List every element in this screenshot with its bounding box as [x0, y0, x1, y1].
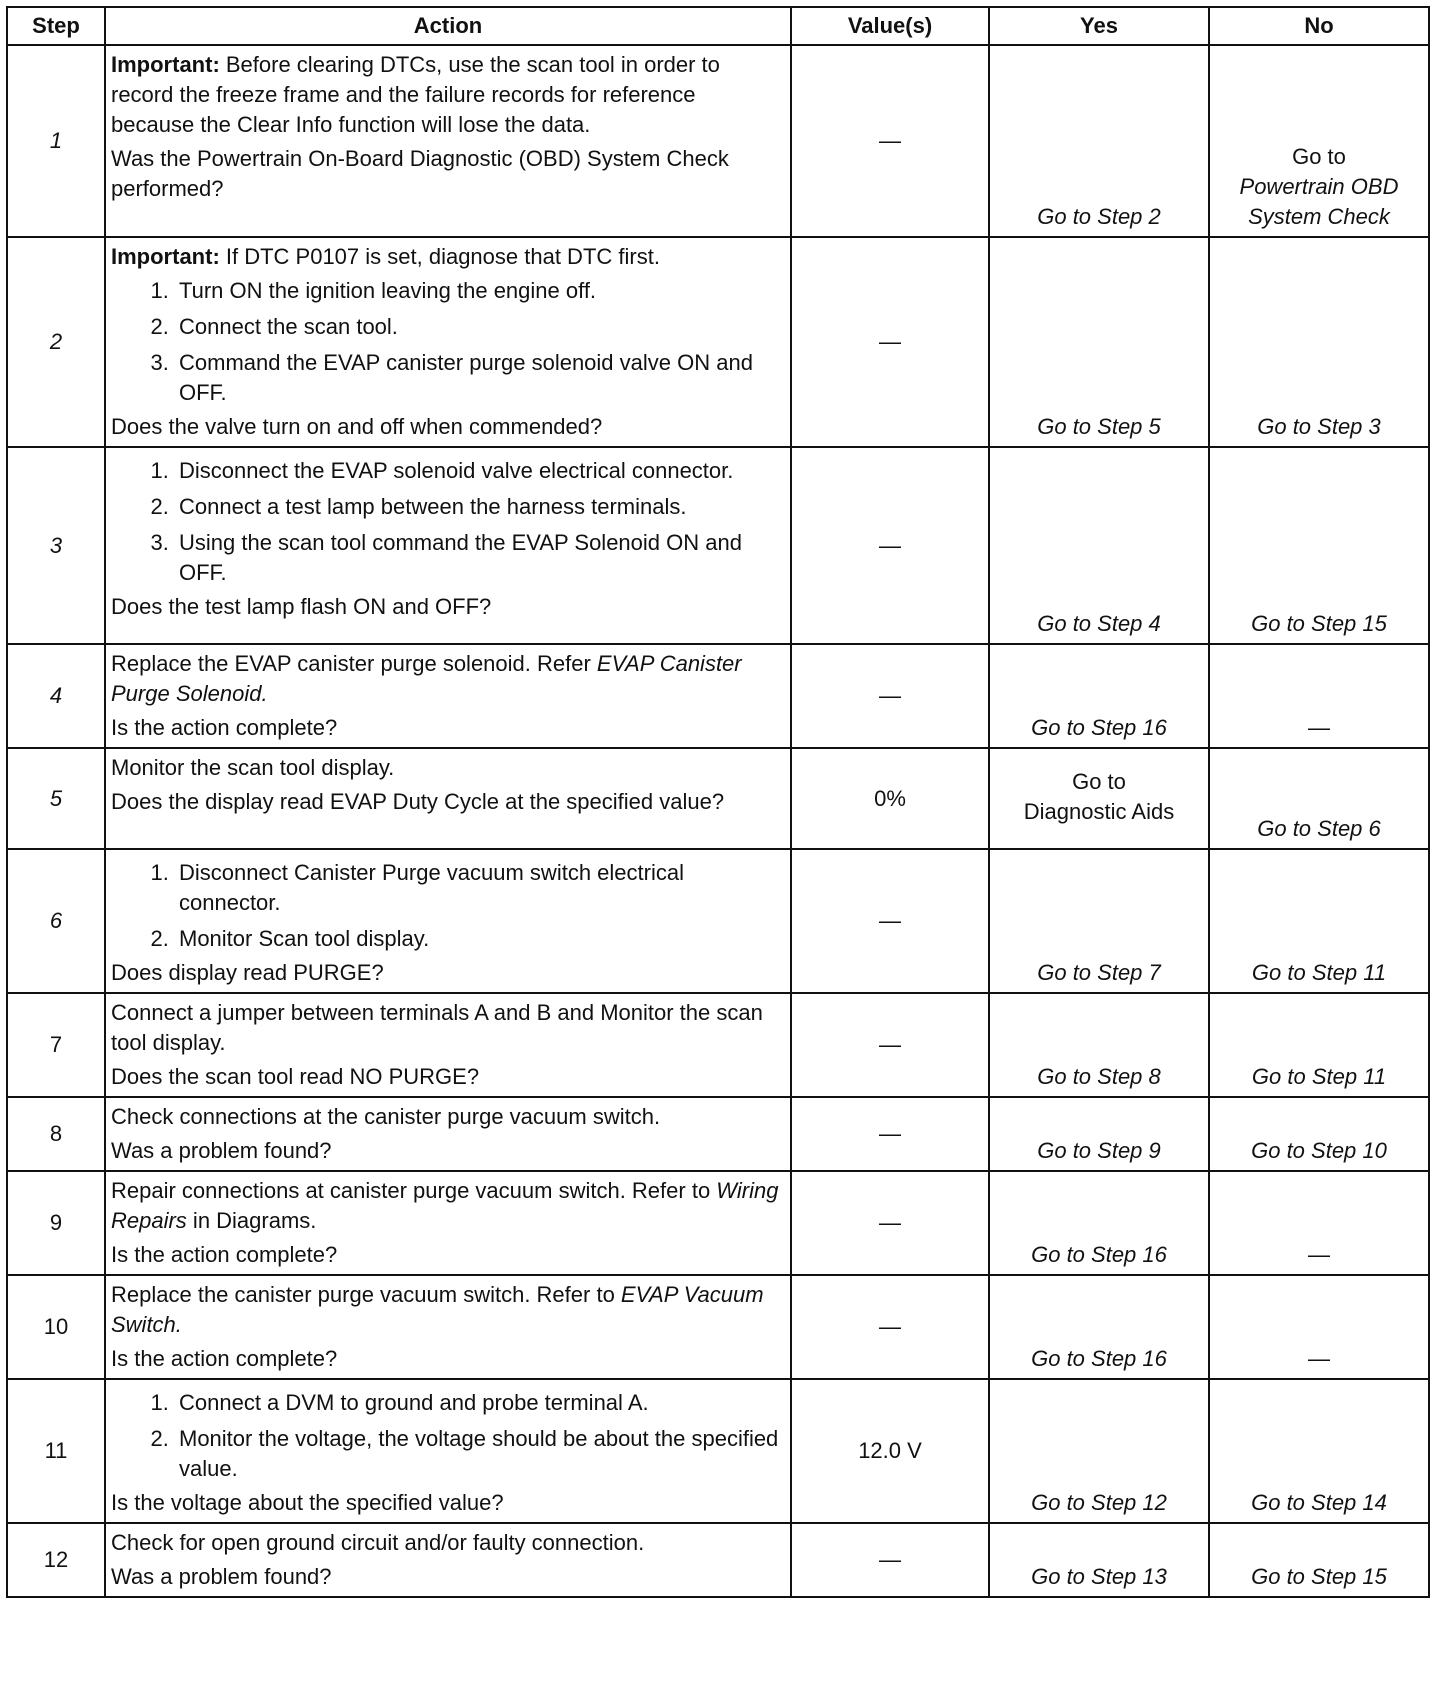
procedure-step: 1. Disconnect the EVAP solenoid valve electrical connector.: [175, 456, 784, 486]
table-row: [7, 849, 1429, 993]
table-row: [7, 644, 1429, 748]
yes-cell: [989, 1379, 1209, 1523]
table-row: [7, 1171, 1429, 1275]
yes-link[interactable]: Go to Step 16: [1031, 715, 1167, 740]
action-cell: [105, 237, 791, 447]
action-text: [111, 1528, 784, 1558]
step-number: 7: [7, 993, 105, 1097]
diagnostic-table: [6, 6, 1430, 1598]
yes-prefix: Go to: [1072, 768, 1126, 794]
action-cell: [105, 1523, 791, 1597]
header-action: Action: [105, 7, 791, 45]
action-text: [111, 1280, 784, 1340]
procedure-list: [111, 1388, 784, 1484]
reference-link[interactable]: EVAP Vacuum Switch.: [111, 1282, 764, 1337]
yes-link[interactable]: Go to Step 9: [1037, 1138, 1161, 1163]
no-cell: [1209, 447, 1429, 644]
action-text-main: Check connections at the canister purge vacuum switch.: [111, 1104, 661, 1129]
value-cell: —: [791, 447, 989, 644]
no-link[interactable]: Go to Step 11: [1251, 960, 1387, 985]
table-row: [7, 1097, 1429, 1171]
action-cell: [105, 849, 791, 993]
table-row: [7, 447, 1429, 644]
question-text: Is the action complete?: [111, 715, 338, 740]
reference-link[interactable]: Wiring Repairs: [111, 1178, 779, 1233]
action-text-main: Monitor the scan tool display.: [111, 755, 395, 780]
no-cell: [1209, 1379, 1429, 1523]
important-label: Important:: [111, 244, 220, 269]
important-note: [111, 242, 784, 272]
yes-link[interactable]: Diagnostic Aids: [1023, 798, 1175, 824]
procedure-step: 1. Turn ON the ignition leaving the engine off.: [175, 276, 784, 306]
value-cell: —: [791, 1171, 989, 1275]
table-row: [7, 237, 1429, 447]
action-text-main: Connect a jumper between terminals A and B and Monitor the scan tool display.: [111, 1000, 763, 1055]
no-link[interactable]: Go to Step 15: [1251, 1564, 1387, 1589]
procedure-list: [111, 456, 784, 588]
no-link[interactable]: Go to Step 10: [1251, 1138, 1387, 1163]
no-cell: [1209, 1275, 1429, 1379]
action-text-main: Repair connections at canister purge vacuum switch. Refer to: [111, 1178, 717, 1203]
no-cell: [1209, 1523, 1429, 1597]
procedure-step: 2. Monitor Scan tool display.: [175, 924, 784, 954]
yes-cell: [989, 993, 1209, 1097]
action-text: [111, 1102, 784, 1132]
value-cell: 12.0 V: [791, 1379, 989, 1523]
action-cell: [105, 1379, 791, 1523]
important-label: Important:: [111, 52, 220, 77]
action-cell: [105, 1275, 791, 1379]
action-text-main: Check for open ground circuit and/or faulty connection.: [111, 1530, 645, 1555]
reference-link[interactable]: EVAP Canister Purge Solenoid.: [111, 651, 742, 706]
no-cell: [1209, 748, 1429, 849]
procedure-step: 2. Connect the scan tool.: [175, 312, 784, 342]
no-link: —: [1308, 1242, 1330, 1267]
action-text: [111, 998, 784, 1058]
procedure-step: 3. Using the scan tool command the EVAP Solenoid ON and OFF.: [175, 528, 784, 588]
no-cell: [1209, 237, 1429, 447]
procedure-step: 1. Disconnect Canister Purge vacuum switch electrical connector.: [175, 858, 784, 918]
question-text: Is the action complete?: [111, 1242, 338, 1267]
action-cell: [105, 644, 791, 748]
table-row: [7, 993, 1429, 1097]
header-no: No: [1209, 7, 1429, 45]
yes-cell: [989, 748, 1209, 849]
yes-cell: [989, 1097, 1209, 1171]
yes-link[interactable]: Go to Step 8: [1037, 1064, 1161, 1089]
table-row: [7, 1275, 1429, 1379]
yes-link[interactable]: Go to Step 12: [1031, 1490, 1167, 1515]
value-cell: 0%: [791, 748, 989, 849]
question-text: Was a problem found?: [111, 1564, 332, 1589]
step-number: 10: [7, 1275, 105, 1379]
question-text: Does the scan tool read NO PURGE?: [111, 1064, 480, 1089]
yes-cell: [989, 237, 1209, 447]
procedure-list: [111, 858, 784, 954]
yes-link[interactable]: Go to Step 5: [1037, 414, 1161, 439]
yes-cell: [989, 1171, 1209, 1275]
yes-cell: [989, 447, 1209, 644]
action-cell: [105, 1097, 791, 1171]
action-cell: [105, 45, 791, 237]
step-number: 9: [7, 1171, 105, 1275]
no-link[interactable]: Powertrain OBD System Check: [1239, 174, 1399, 229]
diagnostic-table-container: [6, 6, 1428, 1598]
value-cell: —: [791, 237, 989, 447]
no-link[interactable]: Go to Step 15: [1251, 611, 1387, 636]
question-text: Does the valve turn on and off when commended?: [111, 414, 603, 439]
value-cell: —: [791, 1097, 989, 1171]
yes-cell: [989, 1275, 1209, 1379]
step-number: 3: [7, 447, 105, 644]
no-link[interactable]: Go to Step 14: [1251, 1490, 1387, 1515]
yes-cell: [989, 849, 1209, 993]
no-cell: [1209, 993, 1429, 1097]
question-text: Was a problem found?: [111, 1138, 332, 1163]
value-cell: —: [791, 849, 989, 993]
table-body: [7, 45, 1429, 1597]
no-cell: [1209, 45, 1429, 237]
procedure-step: 2. Connect a test lamp between the harness terminals.: [175, 492, 784, 522]
no-link[interactable]: Go to Step 11: [1251, 1064, 1387, 1089]
yes-cell: [989, 1523, 1209, 1597]
no-cell: [1209, 1097, 1429, 1171]
yes-link[interactable]: Go to Step 16: [1031, 1346, 1167, 1371]
procedure-step: 1. Connect a DVM to ground and probe terminal A.: [175, 1388, 784, 1418]
question-text: Is the voltage about the specified value?: [111, 1490, 504, 1515]
action-cell: [105, 993, 791, 1097]
value-cell: —: [791, 644, 989, 748]
header-yes: Yes: [989, 7, 1209, 45]
yes-link[interactable]: Go to Step 7: [1037, 960, 1161, 985]
question-text: Does display read PURGE?: [111, 960, 384, 985]
yes-link[interactable]: Go to Step 2: [1037, 204, 1161, 229]
no-link: —: [1308, 1346, 1330, 1371]
no-link: —: [1308, 715, 1330, 740]
question-text: Was the Powertrain On-Board Diagnostic (OBD) System Check performed?: [111, 146, 729, 201]
table-row: [7, 1523, 1429, 1597]
step-number: 2: [7, 237, 105, 447]
header-step: Step: [7, 7, 105, 45]
yes-link[interactable]: Go to Step 13: [1031, 1564, 1167, 1589]
header-values: Value(s): [791, 7, 989, 45]
action-text-main: Replace the EVAP canister purge solenoid. Refer: [111, 651, 597, 676]
procedure-list: [111, 276, 784, 408]
question-text: Does the display read EVAP Duty Cycle at the specified value?: [111, 789, 725, 814]
header-row: [7, 7, 1429, 45]
step-number: 1: [7, 45, 105, 237]
important-text: Before clearing DTCs, use the scan tool in order to record the freeze frame and the failure records for reference because the Clear Info function will lose the data.: [111, 52, 720, 137]
table-row: [7, 1379, 1429, 1523]
action-text: [111, 1176, 784, 1236]
value-cell: —: [791, 993, 989, 1097]
table-row: [7, 45, 1429, 237]
no-cell: [1209, 1171, 1429, 1275]
step-number: 12: [7, 1523, 105, 1597]
procedure-step: 3. Command the EVAP canister purge solenoid valve ON and OFF.: [175, 348, 784, 408]
action-text-main: Replace the canister purge vacuum switch. Refer to: [111, 1282, 621, 1307]
no-prefix: Go to: [1292, 144, 1346, 169]
yes-link[interactable]: Go to Step 4: [1037, 611, 1161, 636]
action-text: [111, 753, 784, 783]
no-link[interactable]: Go to Step 3: [1257, 414, 1381, 439]
no-cell: [1209, 849, 1429, 993]
step-number: 11: [7, 1379, 105, 1523]
value-cell: —: [791, 45, 989, 237]
important-note: [111, 50, 784, 140]
action-text: [111, 649, 784, 709]
action-text-after: in Diagrams.: [186, 1208, 317, 1233]
question-text: Does the test lamp flash ON and OFF?: [111, 594, 492, 619]
action-cell: [105, 447, 791, 644]
yes-cell: [989, 45, 1209, 237]
yes-cell: [989, 644, 1209, 748]
question-text: Is the action complete?: [111, 1346, 338, 1371]
important-text: If DTC P0107 is set, diagnose that DTC first.: [219, 244, 660, 269]
value-cell: —: [791, 1275, 989, 1379]
no-link[interactable]: Go to Step 6: [1257, 816, 1381, 841]
step-number: 4: [7, 644, 105, 748]
table-row: [7, 748, 1429, 849]
step-number: 6: [7, 849, 105, 993]
no-cell: [1209, 644, 1429, 748]
yes-link[interactable]: Go to Step 16: [1031, 1242, 1167, 1267]
action-cell: [105, 1171, 791, 1275]
step-number: 8: [7, 1097, 105, 1171]
procedure-step: 2. Monitor the voltage, the voltage should be about the specified value.: [175, 1424, 784, 1484]
value-cell: —: [791, 1523, 989, 1597]
action-cell: [105, 748, 791, 849]
step-number: 5: [7, 748, 105, 849]
